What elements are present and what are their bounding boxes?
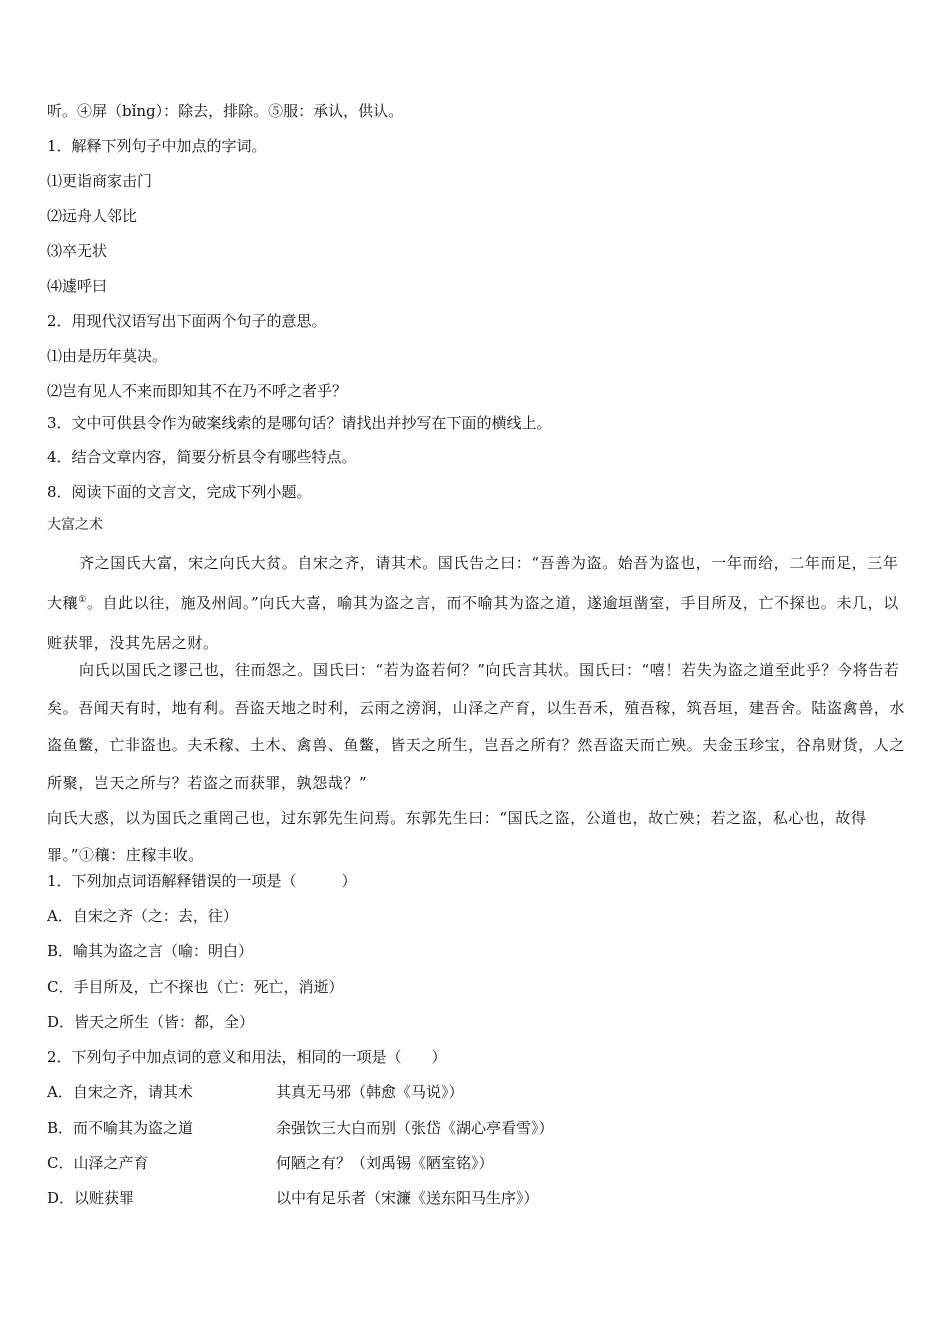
passage-paragraph-3: 向氏大惑，以为国氏之重罔己也，过东郭先生问焉。东郭先生曰：“国氏之盗，公道也，故亡殃；若之盗，私心也，故得罪。”①穰：庄稼丰收。 — [47, 809, 867, 864]
mc-question-1-option: D．皆天之所生（皆：都，全） — [47, 1013, 255, 1031]
question-1-item: ⑷遽呼曰 — [47, 277, 108, 295]
passage-title: 大富之术 — [47, 517, 103, 533]
question-1-item: ⑶卒无状 — [47, 242, 108, 260]
footnote-fragment: 听。④屏（bǐnɡ）：除去，排除。⑤服：承认，供认。 — [47, 102, 404, 120]
question-1-item: ⑵远舟人邻比 — [47, 207, 138, 225]
question-1-item: ⑴更诣商家击门 — [47, 172, 153, 190]
passage-paragraph-2: 向氏以国氏之谬己也，往而怨之。国氏曰：“若为盗若何？”向氏言其状。国氏曰：“嘻！若失为盗之道至此乎？今将告若矣。吾闻天有时，地有利。吾盗天地之时利，云雨之滂润，山泽之产育，以生吾禾，殖吾稼，筑吾垣，建吾舍。陆盗禽兽，水盗鱼鳖，亡非盗也。夫禾稼、土木、禽兽、鱼鳖，皆天之所生，岂吾之所有？然吾盗天而亡殃。夫金玉珍宝，谷帛财货，人之所聚，岂天之所与？若盗之而获罪，孰怨哉？” — [47, 661, 906, 792]
mc-question-2-option-right: 以中有足乐者（宋濂《送东阳马生序》） — [276, 1189, 539, 1207]
mc-question-2-stem: 2．下列句子中加点词的意义和用法，相同的一项是（ ） — [47, 1048, 447, 1066]
mc-question-1-option: C．手目所及，亡不探也（亡：死亡，消逝） — [47, 978, 344, 996]
mc-question-2-option-left: A．自宋之齐，请其术 — [47, 1083, 193, 1101]
passage-paragraph-1 — [47, 543, 912, 663]
question-2-stem: 2．用现代汉语写出下面两个句子的意思。 — [47, 312, 327, 330]
mc-question-2-option-right: 何陋之有？（刘禹锡《陋室铭》） — [276, 1154, 494, 1172]
mc-question-1-option: B．喻其为盗之言（喻：明白） — [47, 942, 254, 960]
footnote-marker: ① — [78, 595, 87, 605]
mc-question-2-option-right: 余强饮三大白而别（张岱《湖心亭看雪》） — [276, 1119, 554, 1137]
reading-intro: 8．阅读下面的文言文，完成下列小题。 — [47, 483, 312, 501]
question-4-stem: 4．结合文章内容，简要分析县令有哪些特点。 — [47, 448, 357, 466]
question-2-item: ⑴由是历年莫决。 — [47, 347, 168, 365]
mc-question-2-option-left: B．而不喻其为盗之道 — [47, 1119, 194, 1137]
question-2-item: ⑵岂有见人不来而即知其不在乃不呼之者乎？ — [47, 382, 348, 400]
mc-question-2-option-left: D．以赃获罪 — [47, 1189, 135, 1207]
passage-text: 。自此以往，施及州闾。”向氏大喜，喻其为盗之言，而不喻其为盗之道，遂逾垣凿室，手目所及，亡不探也。未几，以赃获罪，没其先居之财。 — [47, 594, 899, 652]
passage-text: 齐之国氏大富，宋之向氏大贫。自宋之齐，请其术。国氏告之曰：“吾善为盗。始吾为盗也，一年而给，二年而足，三年大穰 — [47, 554, 899, 612]
question-1-stem: 1．解释下列句子中加点的字词。 — [47, 137, 267, 155]
mc-question-1-option: A．自宋之齐（之：去，往） — [47, 907, 238, 925]
mc-question-1-stem: 1．下列加点词语解释错误的一项是（ ） — [47, 872, 357, 890]
mc-question-2-option-right: 其真无马邪（韩愈《马说》） — [276, 1083, 464, 1101]
mc-question-2-option-left: C．山泽之产育 — [47, 1154, 149, 1172]
question-3-stem: 3．文中可供县令作为破案线索的是哪句话？请找出并抄写在下面的横线上。 — [47, 414, 552, 432]
